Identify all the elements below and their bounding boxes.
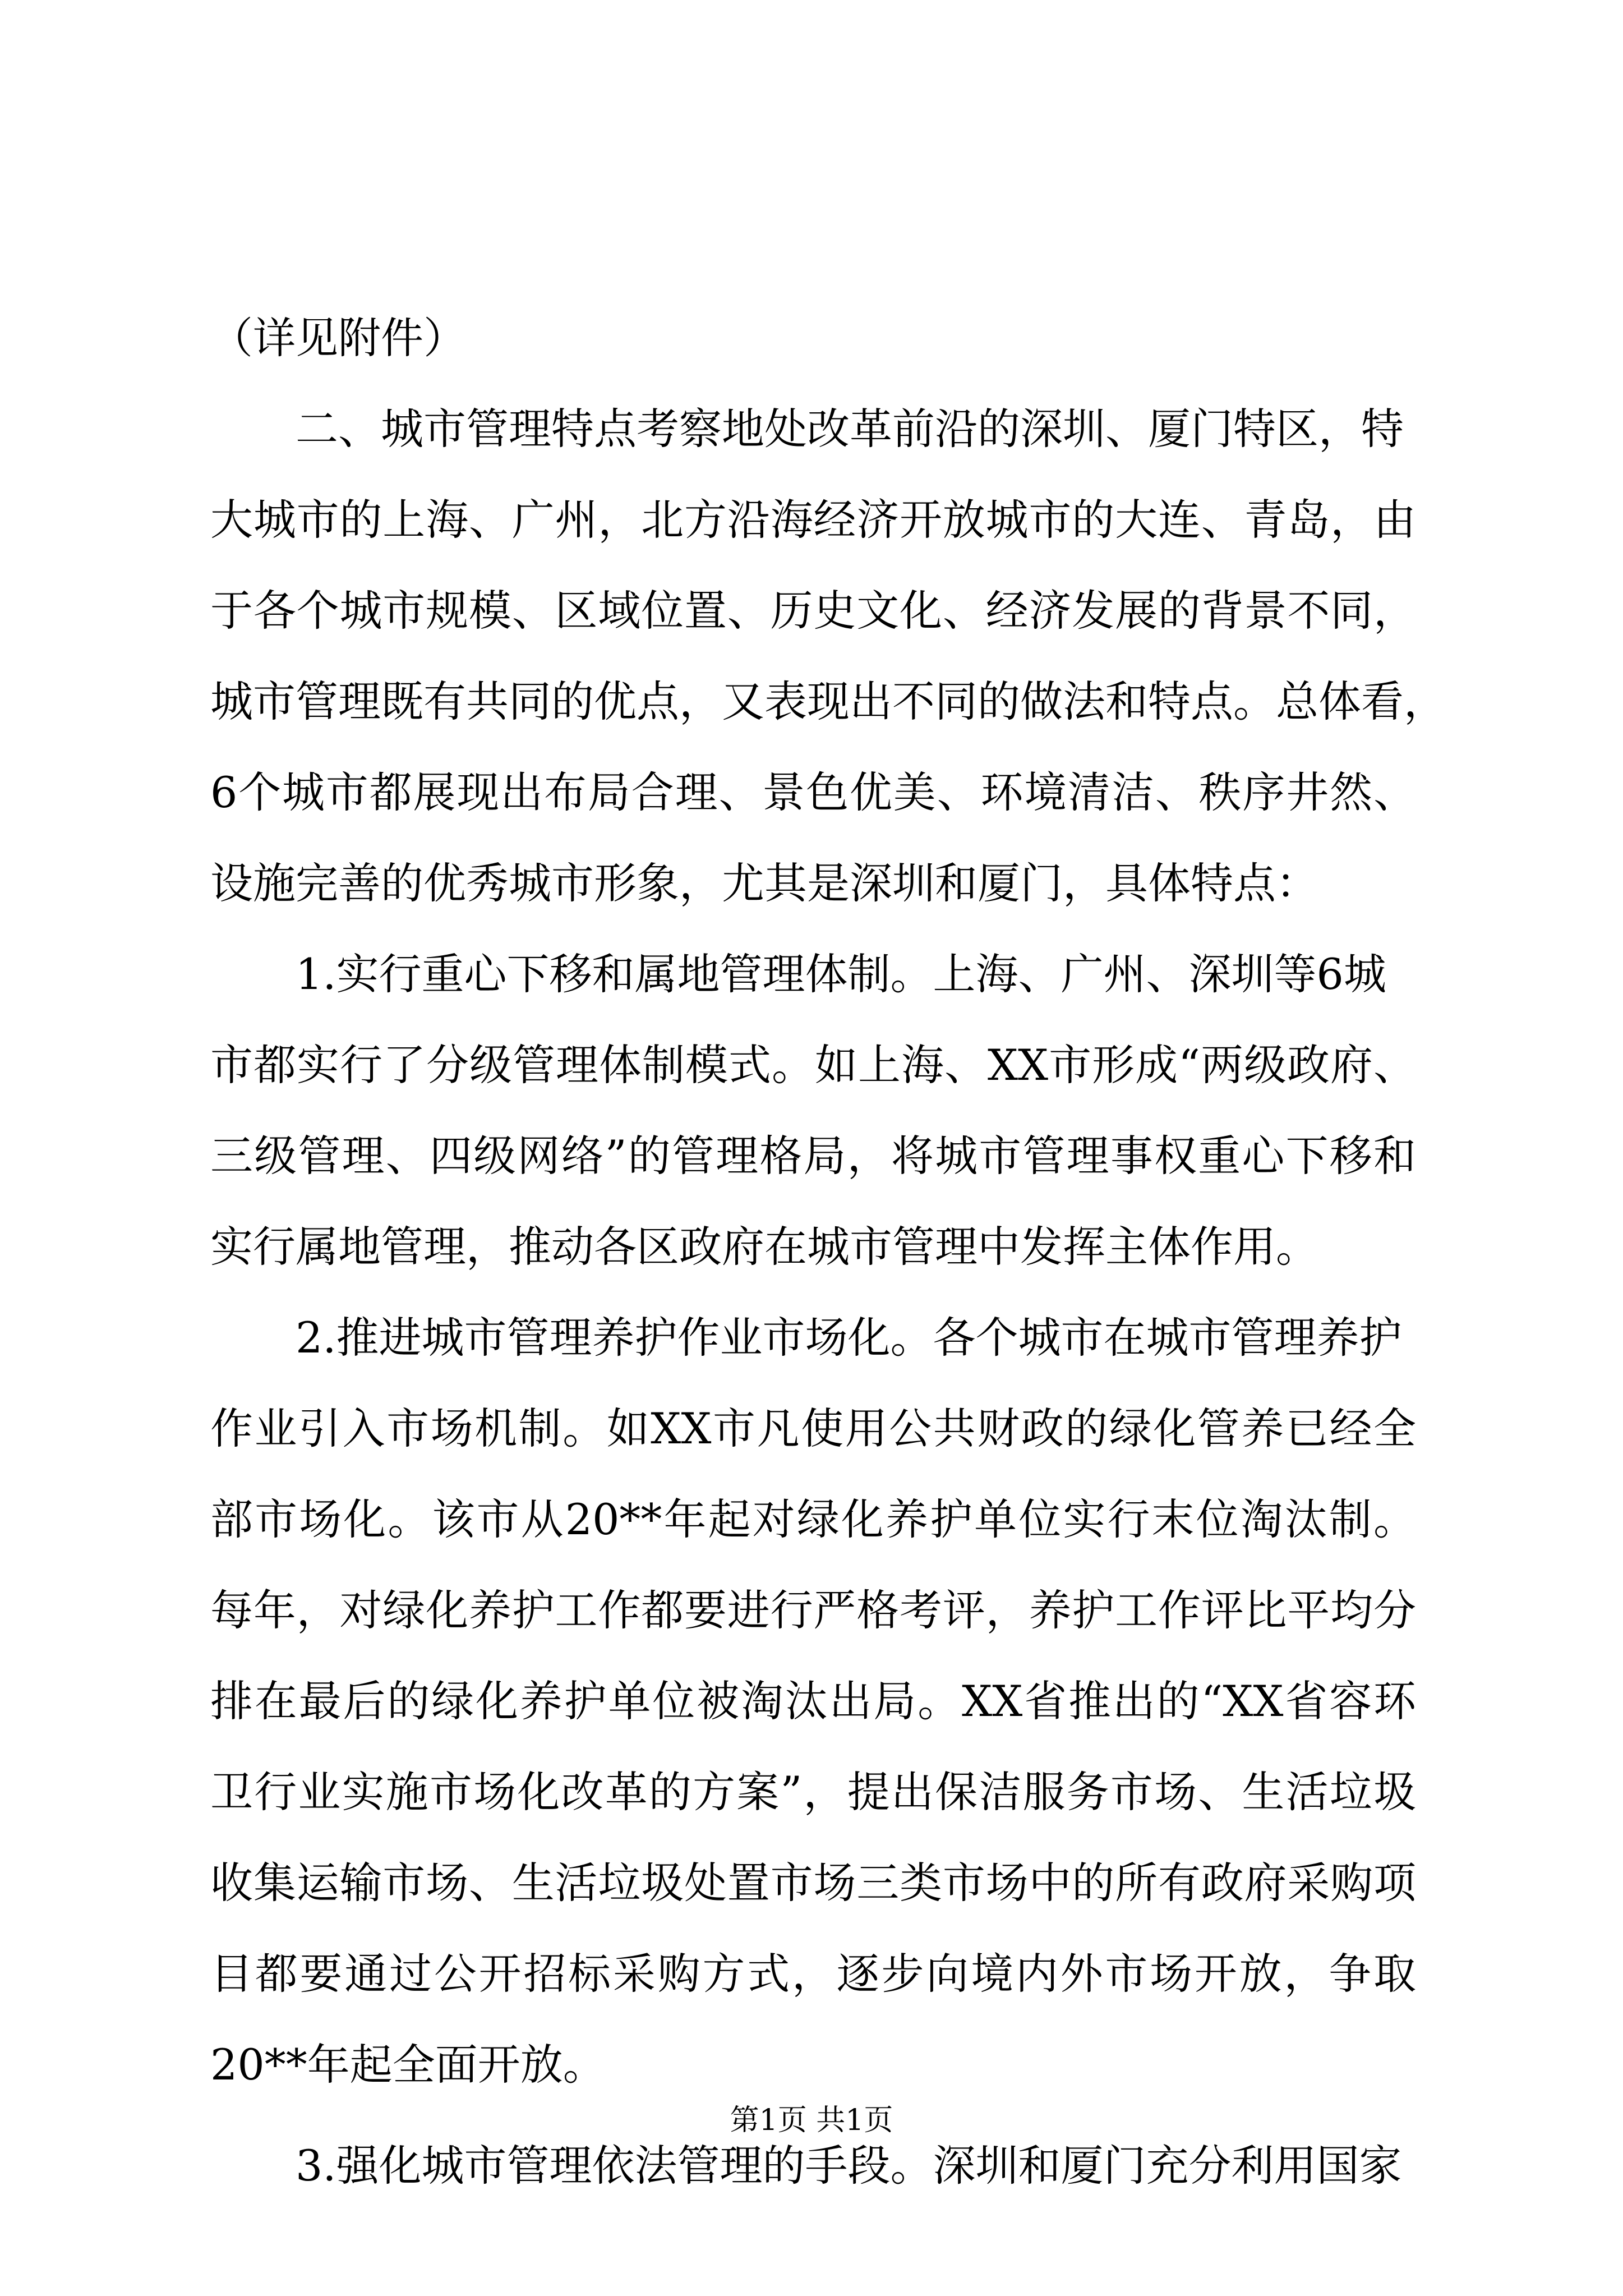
text-line: 1.实行重心下移和属地管理体制。上海、广州、深圳等6城 — [210, 949, 1386, 999]
text-line: 2.推进城市管理养护作业市场化。各个城市在城市管理养护 — [210, 1313, 1402, 1363]
text-line: 每年，对绿化养护工作都要进行严格考评，养护工作评比平均分 — [210, 1585, 1416, 1635]
text-line: 目都要通过公开招标采购方式，逐步向境内外市场开放，争取 — [210, 1949, 1416, 1999]
text-line: 实行属地管理，推动各区政府在城市管理中发挥主体作用。 — [210, 1222, 1318, 1272]
document-body — [210, 293, 1446, 2211]
text-line: 6个城市都展现出布局合理、景色优美、环境清洁、秩序井然、 — [210, 767, 1416, 817]
text-line: （详见附件） — [210, 313, 466, 363]
text-line: 设施完善的优秀城市形象，尤其是深圳和厦门，具体特点： — [210, 858, 1318, 908]
text-line: 部市场化。该市从20**年起对绿化养护单位实行末位淘汰制。 — [210, 1494, 1416, 1544]
text-line: 20**年起全面开放。 — [210, 2040, 606, 2090]
text-line: 收集运输市场、生活垃圾处置市场三类市场中的所有政府采购项 — [210, 1858, 1416, 1908]
text-line: 卫行业实施市场化改革的方案”，提出保洁服务市场、生活垃圾 — [210, 1767, 1416, 1817]
text-line: 三级管理、四级网络”的管理格局，将城市管理事权重心下移和 — [210, 1131, 1416, 1181]
text-line: 排在最后的绿化养护单位被淘汰出局。XX省推出的“XX省容环 — [210, 1676, 1416, 1726]
page-number-label: 第1页 共1页 — [730, 2104, 893, 2137]
page-footer — [0, 2098, 1623, 2143]
text-line: 市都实行了分级管理体制模式。如上海、XX市形成“两级政府、 — [210, 1040, 1416, 1090]
text-line: 于各个城市规模、区域位置、历史文化、经济发展的背景不同， — [210, 586, 1416, 636]
text-line: 城市管理既有共同的优点，又表现出不同的做法和特点。总体看， — [210, 677, 1446, 726]
text-line: 3.强化城市管理依法管理的手段。深圳和厦门充分利用国家 — [210, 2141, 1402, 2191]
text-line: 二、城市管理特点考察地处改革前沿的深圳、厦门特区，特 — [210, 404, 1404, 454]
text-line: 大城市的上海、广州，北方沿海经济开放城市的大连、青岛，由 — [210, 495, 1416, 545]
text-line: 作业引入市场机制。如XX市凡使用公共财政的绿化管养已经全 — [210, 1404, 1416, 1453]
